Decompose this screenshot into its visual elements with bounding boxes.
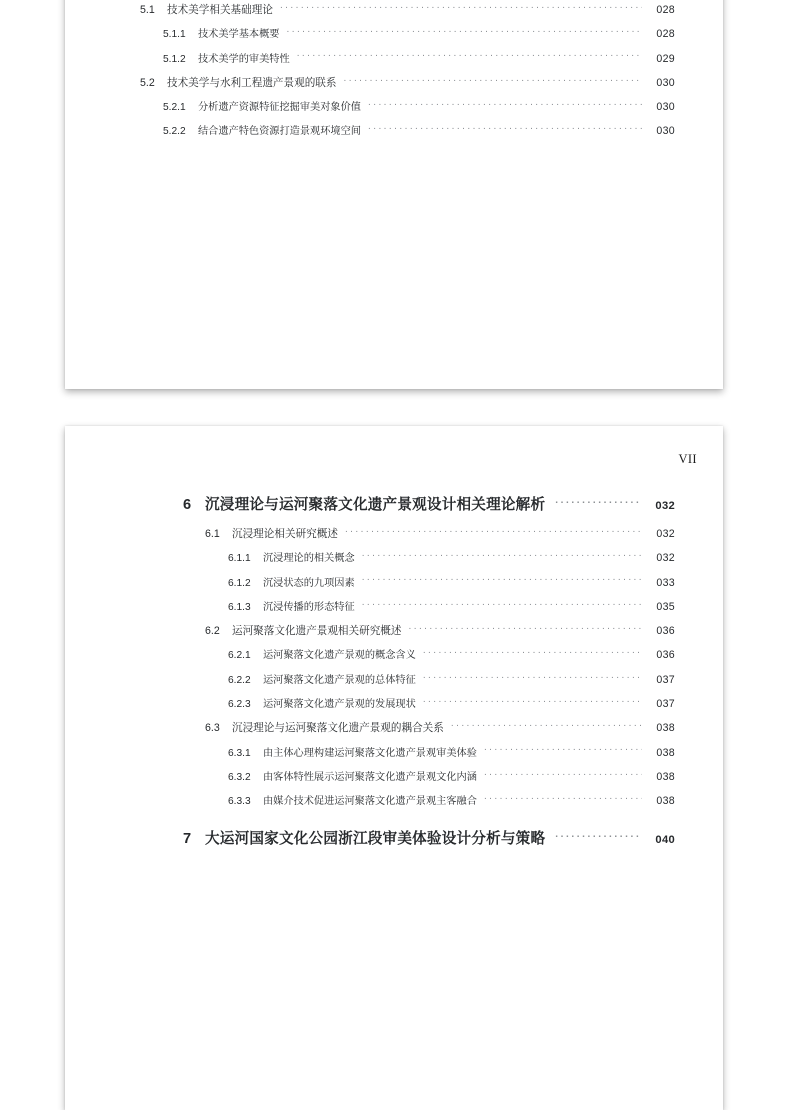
toc-entry[interactable] [183,822,675,856]
toc-entry-number: 6.3.2 [228,771,251,783]
toc-entry-page-number: 032 [656,552,675,565]
toc-entry-number: 6.1.3 [228,601,251,613]
toc-entry-title: 沉浸理论相关研究概述 [232,528,338,540]
toc-entry[interactable] [183,619,675,643]
toc-entry-page-number: 037 [656,673,675,686]
toc-entry-number: 6 [183,497,192,513]
toc-dot-leader [345,526,642,537]
toc-entry-number: 6.2.1 [228,650,251,662]
toc-entry-number: 6.2.3 [228,699,251,711]
toc-dot-leader [280,2,642,13]
toc-dot-leader [297,51,642,61]
toc-entry[interactable] [183,571,675,595]
toc-entry-title: 沉浸理论的相关概念 [263,553,355,565]
toc-entry-title: 技术美学基本概要 [198,29,280,41]
toc-entry[interactable] [183,522,675,546]
toc-entry-title: 运河聚落文化遗产景观相关研究概述 [232,625,402,638]
toc-entry-title: 沉浸理论与运河聚落文化遗产景观的耦合关系 [232,722,444,735]
toc-dot-leader [362,600,642,610]
toc-entry[interactable] [118,22,675,46]
toc-entry-page-number: 037 [656,698,675,711]
toc-entry-title: 技术美学相关基础理论 [167,3,273,16]
toc-entry-number: 5.1.2 [163,53,186,65]
page-content-1 [65,0,723,389]
toc-entry[interactable] [118,0,675,22]
toc-entry-page-number: 030 [656,125,675,138]
toc-dot-leader [344,75,643,86]
toc-entry[interactable] [183,595,675,619]
page-content-2 [65,426,723,1110]
toc-entry-page-number: 032 [656,528,675,540]
toc-entry[interactable] [183,546,675,570]
toc-dot-leader [423,648,642,658]
toc-entry-title: 沉浸传播的形态特征 [263,601,355,613]
toc-entry-page-number: 040 [655,833,675,846]
toc-dot-leader [368,124,642,134]
toc-entry-title: 运河聚落文化遗产景观的总体特征 [263,674,416,686]
toc-dot-leader [362,551,642,561]
toc-entry-number: 5.2 [140,76,155,89]
toc-list-page-1 [65,0,723,144]
toc-entry-page-number: 028 [656,3,675,16]
toc-entry-title: 结合遗产特色资源打造景观环境空间 [198,126,361,138]
toc-entry-page-number: 036 [656,649,675,662]
toc-dot-leader [484,745,642,755]
toc-entry-title: 沉浸理论与运河聚落文化遗产景观设计相关理论解析 [205,497,546,513]
toc-entry-number: 5.2.1 [163,102,186,114]
toc-entry-title: 沉浸状态的九项因素 [263,577,355,589]
toc-entry[interactable] [183,668,675,692]
toc-entry-title: 由客体特性展示运河聚落文化遗产景观文化内涵 [263,771,477,783]
toc-entry-number: 6.3 [205,722,220,735]
toc-entry[interactable] [183,789,675,813]
toc-entry-number: 6.1.2 [228,577,251,589]
toc-dot-leader [423,697,642,707]
toc-dot-leader [409,624,643,635]
toc-entry-page-number: 035 [656,600,675,613]
toc-dot-leader [362,575,642,585]
toc-entry-page-number: 030 [656,101,675,114]
toc-entry[interactable] [183,692,675,716]
toc-entry[interactable] [118,47,675,71]
toc-entry[interactable] [183,765,675,789]
toc-entry-title: 分析遗产资源特征挖掘审美对象价值 [198,102,361,114]
toc-dot-leader [451,721,642,732]
toc-entry-title: 运河聚落文化遗产景观的发展现状 [263,699,416,711]
toc-dot-leader [368,100,642,110]
toc-entry-page-number: 029 [656,52,675,65]
toc-entry-title: 运河聚落文化遗产景观的概念含义 [263,650,416,662]
toc-entry-page-number: 030 [656,76,675,89]
toc-entry[interactable] [183,643,675,667]
toc-entry-title: 由媒介技术促进运河聚落文化遗产景观主客融合 [263,796,477,808]
toc-entry[interactable] [118,119,675,143]
toc-entry-page-number: 038 [656,746,675,759]
toc-page-sheet-1 [65,0,723,389]
toc-entry-number: 7 [183,830,192,847]
toc-entry-title: 由主体心理构建运河聚落文化遗产景观审美体验 [263,747,477,759]
toc-entry[interactable] [118,95,675,119]
toc-page-sheet-2 [65,426,723,1110]
toc-entry-page-number: 028 [656,28,675,41]
toc-dot-leader [423,673,642,683]
page-folio: VII [678,452,697,466]
toc-entry[interactable] [183,488,675,522]
toc-dot-leader [484,770,642,780]
toc-dot-leader [287,27,643,37]
toc-dot-leader [555,828,640,843]
toc-entry-page-number: 036 [656,625,675,638]
toc-entry-page-number: 038 [656,770,675,783]
toc-entry-number: 6.3.1 [228,747,251,759]
toc-entry-number: 6.1 [205,528,220,540]
toc-entry-number: 6.2 [205,625,220,638]
toc-entry-number: 6.2.2 [228,674,251,686]
toc-entry-page-number: 038 [656,722,675,735]
toc-entry-title: 大运河国家文化公园浙江段审美体验设计分析与策略 [205,830,546,847]
toc-entry[interactable] [183,741,675,765]
toc-dot-leader [555,494,640,509]
toc-entry-title: 技术美学的审美特性 [198,53,290,65]
toc-entry-page-number: 032 [655,500,675,512]
toc-entry-number: 5.1.1 [163,29,186,41]
toc-entry-number: 6.1.1 [228,553,251,565]
toc-entry-page-number: 038 [656,795,675,808]
toc-list-page-2 [65,426,723,856]
toc-dot-leader [484,794,642,804]
toc-entry-number: 5.2.2 [163,126,186,138]
toc-entry[interactable] [118,71,675,95]
toc-entry-page-number: 033 [656,576,675,589]
toc-entry[interactable] [183,716,675,740]
toc-entry-number: 6.3.3 [228,796,251,808]
toc-entry-title: 技术美学与水利工程遗产景观的联系 [167,76,337,89]
toc-entry-number: 5.1 [140,3,155,16]
